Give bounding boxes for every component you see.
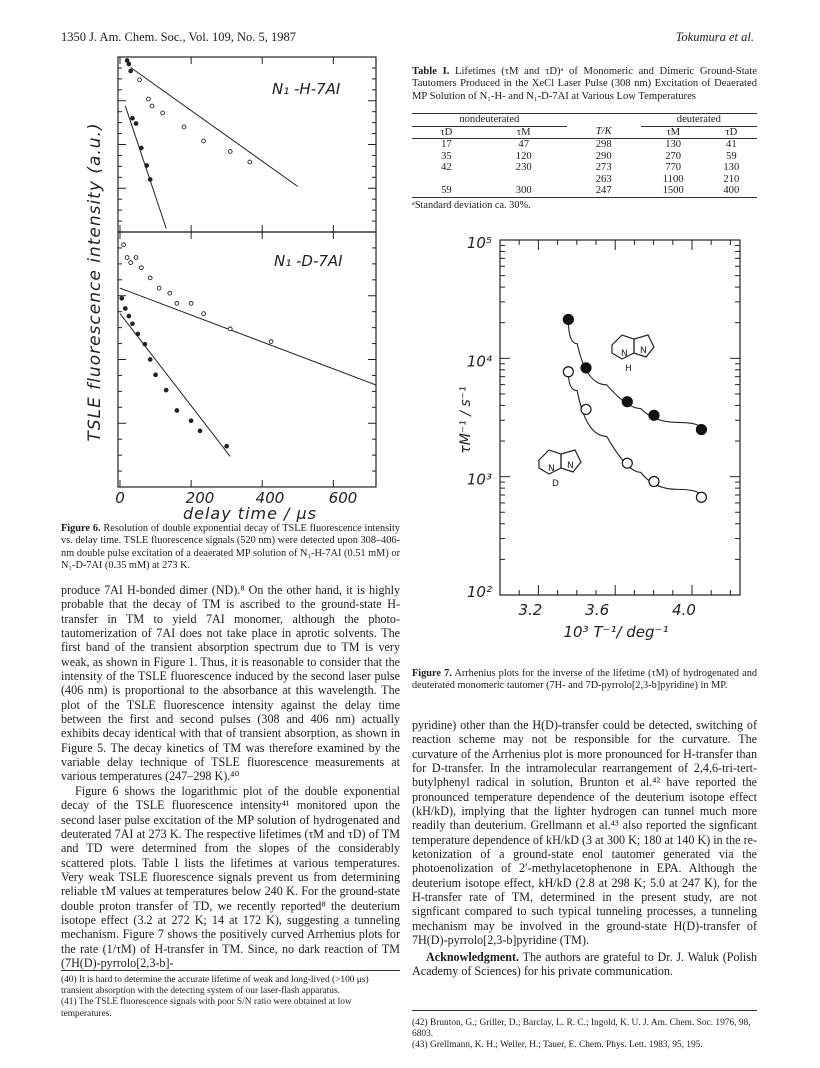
fig6-xtick-0: 0 [115, 489, 125, 507]
table-cell: 273 [595, 162, 612, 173]
table-cell: 35 [441, 150, 452, 162]
table-cell: 247 [595, 185, 612, 196]
table-cell: 210 [723, 173, 740, 185]
data-point-open [228, 150, 232, 154]
figure-6-caption-label: Figure 6. [61, 523, 101, 534]
data-point-open [125, 256, 129, 260]
data-point-open [148, 276, 152, 280]
fig6-xlabel: delay time / μs [182, 504, 318, 522]
data-point-open [134, 256, 138, 260]
svg-text:N: N [567, 461, 574, 471]
data-point-open [622, 458, 632, 468]
table-cell: 120 [515, 150, 532, 162]
data-point-open [182, 125, 186, 129]
table-row [412, 185, 757, 197]
data-point-open [150, 104, 154, 108]
data-point-filled [649, 410, 659, 420]
data-point-open [563, 367, 573, 377]
data-point-open [202, 139, 206, 143]
table-cell: 42 [441, 162, 452, 173]
data-point-open [138, 78, 142, 82]
table-cell: 300 [515, 185, 532, 196]
table-row [412, 151, 757, 163]
data-point-filled [145, 164, 149, 168]
data-point-filled [120, 296, 124, 300]
y-tick-label: 10³ [466, 470, 492, 489]
data-point-filled [189, 419, 193, 423]
svg-text:H: H [625, 364, 632, 374]
data-point-filled [131, 116, 135, 120]
table-1-title-label: Table I. [412, 66, 450, 77]
figure-6-caption [61, 523, 400, 573]
x-tick-label: 4.0 [672, 601, 696, 619]
table-1-col-header: T/K [595, 126, 612, 138]
fig6-xtick-400: 400 [255, 489, 285, 507]
left-para-1: produce 7AI H-bonded dimer (ND).⁸ On the other hand, it is highly probable that the decay of TM is ascribed to the ground-state H-transfer in TM to yield 7AI monomer, although the photo-tautomerization of 7AI does not take place in aprotic solvents. The first band of the transient absorption spectrum due to TM is very weak, as shown in Figure 1. Thus, it is reasonable to consider that the intensity of the TSLE fluorescence induced by the second laser pulse (406 nm) is proportional to the absorbance at this wavelength. The plot of the TSLE fluorescence intensity against the delay time between the first and second pulses (308 and 406 nm) actually exhibits decay identical with that of transient absorption, as shown in Figure 5. The decay kinetics of TM was therefore examined by the variable delay technique of TSLE fluorescence measurements at various temperatures (247–298 K).⁴⁰ [61, 583, 400, 784]
data-point-filled [123, 307, 127, 311]
table-cell: 290 [595, 150, 612, 162]
table-1-col-header: τM [666, 126, 680, 138]
x-tick-label: 3.2 [518, 601, 543, 619]
table-cell: 41 [726, 139, 737, 150]
data-point-filled [148, 358, 152, 362]
data-point-open [202, 312, 206, 316]
table-row [412, 162, 757, 174]
fig7-xlabel: 10³ T⁻¹/ deg⁻¹ [563, 623, 669, 641]
svg-text:D: D [552, 479, 559, 489]
table-cell: 59 [441, 185, 452, 196]
fig7-data-marks [563, 314, 706, 502]
left-column-body [61, 583, 400, 970]
data-point-filled [127, 314, 131, 318]
data-point-filled [127, 62, 131, 66]
svg-text:N: N [640, 346, 647, 356]
data-point-open [649, 477, 659, 487]
table-1-group-right: deuterated [641, 114, 757, 126]
fit-line [120, 288, 376, 385]
footnote-rule-left [61, 970, 400, 971]
acknowledgment [412, 950, 757, 979]
data-point-open [581, 404, 591, 414]
table-1-grid [412, 114, 757, 198]
figure-7-caption-text: Arrhenius plots for the inverse of the lifetime (τM) of hydrogenated and deuterated monomeric tautomer (7H- and 7D-pyrrolo[2,3-b]pyridine) in MP. [412, 668, 758, 692]
table-1-title-text: Lifetimes (τM and τD)ᵃ of Monomeric and Dimeric Ground-State Tautomers Produced in the XeCl Laser Pulse (308 nm) Excitation of Deaerated MP Solution of N₁-H- and N₁-D-7AI at Various Low Temperatures [412, 66, 757, 102]
fig7-x-tick-labels [518, 601, 695, 619]
data-point-filled [131, 322, 135, 326]
x-tick-label: 3.6 [585, 601, 610, 619]
data-point-open [175, 302, 179, 306]
data-point-filled [143, 342, 147, 346]
acknowledgment-text: The authors are grateful to Dr. J. Waluk (Polish Academy of Sciences) for his private communication. [412, 949, 757, 978]
fig7-frame [500, 240, 740, 595]
footnote-rule-right [412, 1010, 757, 1011]
table-cell: 230 [515, 162, 532, 173]
data-point-filled [198, 429, 202, 433]
table-1-col-header: τD [440, 126, 453, 138]
fig6-tick-marks [118, 57, 376, 487]
data-point-filled [164, 388, 168, 392]
table-1-title [412, 66, 757, 103]
table-cell [481, 174, 567, 186]
footnotes-left [61, 975, 400, 1020]
running-header-right: Tokumura et al. [675, 30, 754, 44]
data-point-open [189, 302, 193, 306]
table-cell: 263 [595, 173, 612, 185]
figure-7-caption-label: Figure 7. [412, 668, 452, 679]
pyrrolopyridine-h-structure-icon [612, 335, 654, 374]
data-point-open [129, 261, 133, 265]
data-point-filled [696, 425, 706, 435]
table-1-group-left: nondeuterated [412, 114, 567, 126]
footnote-43: (43) Grellmann, K. H.; Weller, H.; Tauer, E. Chem. Phys. Lett. 1983, 95, 195. [412, 1040, 703, 1051]
running-header-left: 1350 J. Am. Chem. Soc., Vol. 109, No. 5, 1987 [61, 30, 296, 44]
table-cell: 770 [665, 162, 682, 173]
data-point-open [147, 97, 151, 101]
svg-text:N: N [548, 464, 555, 474]
data-point-open [157, 286, 161, 290]
table-cell: 298 [595, 139, 612, 150]
data-point-filled [139, 146, 143, 150]
y-tick-label: 10⁵ [466, 234, 492, 252]
fig6-top-panel-label: N₁ -H-7AI [272, 80, 341, 98]
data-point-open [269, 340, 273, 344]
pyrrolopyridine-d-structure-icon [539, 450, 581, 489]
table-1-footnote: ᵃStandard deviation ca. 30%. [412, 199, 531, 211]
fig7-ylabel: τM⁻¹ / s⁻¹ [458, 386, 474, 454]
data-point-filled [175, 409, 179, 413]
table-cell: 1100 [662, 173, 684, 185]
fig7-tick-marks [500, 240, 740, 595]
data-point-open [161, 111, 165, 115]
table-cell: 400 [723, 185, 740, 196]
data-point-filled [581, 363, 591, 373]
table-row [412, 174, 757, 186]
table-cell: 130 [723, 162, 740, 173]
right-column-body [412, 718, 757, 978]
table-1 [412, 113, 757, 212]
table-1-col-header: τD [725, 126, 738, 138]
footnote-42: (42) Brunton, G.; Griller, D.; Barclay, L. R. C.; Ingold, K. U. J. Am. Chem. Soc. 1976, 98, 6803. [412, 1018, 751, 1040]
fig6-xtick-600: 600 [328, 489, 358, 507]
data-point-filled [154, 373, 158, 377]
right-para-1: pyridine) other than the H(D)-transfer could be detected, switching of reaction scheme may not be responsible for the curvature. The curvature of the Arrhenius plot is more pronounced for H-transfer than for D-transfer. In the intramolecular rearrangement of 2,4,6-tri-tert-butylphenyl radical in solution, Brunton et al.⁴² have reported the pronounced temperature dependence of the deuterium isotope effect (kH/kD), implying that the lighter hydrogen can tunnel much more readily than deuterium. Grellmann et al.⁴³ also reported the signficant temperature dependence of kH/kD (3 at 300 K; 180 at 140 K) in the re-ketonization of a ground-state enol tautomer generated via the photoenolization of 2′-methylacetophenone in EPA. Although the deuterium isotope effect, kH/kD (2.8 at 298 K; 5.0 at 247 K), for the H-transfer rate of TM, determined in the present study, are not signficant compared to such typical tunneling processes, a tunneling mechanism may be involved in the ground-state H(D)-transfer of 7H(D)-pyrrolo[2,3-b]pyridine (TM). [412, 718, 757, 948]
y-tick-label: 10² [466, 583, 492, 601]
table-cell: 130 [665, 139, 682, 150]
data-point-filled [148, 178, 152, 182]
fit-curve [568, 372, 701, 497]
footnote-41: (41) The TSLE fluorescence signals with poor S/N ratio were obtained at low temperatures. [61, 997, 352, 1019]
acknowledgment-label: Acknowledgment. [426, 949, 520, 964]
footnotes-right [412, 1018, 757, 1052]
data-point-filled [134, 122, 138, 126]
data-point-open [228, 327, 232, 331]
figure-6-plot [60, 52, 400, 522]
figure-7-caption [412, 668, 757, 693]
fig6-bottom-frame [118, 232, 376, 487]
svg-text:N: N [621, 349, 628, 359]
table-row [412, 139, 757, 151]
fig6-xtick-200: 200 [185, 489, 215, 507]
table-cell: 270 [665, 150, 682, 162]
table-cell: 47 [518, 139, 530, 150]
data-point-filled [225, 444, 229, 448]
left-para-2: Figure 6 shows the logarithmic plot of the double exponential decay of the TSLE fluorescence intensity⁴¹ monitored upon the second laser pulse excitation of the MP solution of hydrogenated and deuterated 7AI at 273 K. The respective lifetimes (τM and τD) of TM and TD were determined from the slopes of the considerably scattered plots. Table I lists the lifetimes at various temperatures. Very weak TSLE fluorescence signals prevent us from determining reliable τM values at temperatures below 240 K. For the ground-state double proton transfer of TD, we recently reported⁸ the deuterium isotope effect (3.2 at 272 K; 14 at 172 K), suggesting a tunneling mechanism. Figure 7 shows the positively curved Arrhenius plots for the rate (1/τM) of H-transfer in TM. Since, no dark reaction of TM (7H(D)-pyrrolo[2,3-b]- [61, 783, 400, 970]
data-point-open [139, 266, 143, 270]
data-point-open [122, 243, 126, 247]
data-point-filled [136, 332, 140, 336]
data-point-open [696, 492, 706, 502]
data-point-open [168, 291, 172, 295]
y-tick-label: 10⁴ [466, 352, 492, 371]
data-point-filled [622, 397, 632, 407]
data-point-filled [129, 69, 133, 73]
table-1-col-header: τM [516, 126, 531, 138]
figure-7-plot [412, 225, 757, 645]
data-point-filled [563, 314, 573, 324]
fig6-bottom-panel-label: N₁ -D-7AI [274, 252, 343, 270]
table-cell [412, 174, 481, 186]
table-cell: 59 [726, 150, 737, 162]
table-cell: 17 [441, 139, 452, 150]
fig6-ylabel: TSLE fluorescence intensity (a.u.) [85, 122, 105, 442]
table-cell: 1500 [662, 185, 684, 196]
figure-6-caption-text: Resolution of double exponential decay of TSLE fluorescence intensity vs. delay time. TSLE fluorescence signals (520 nm) were detected upon 308–406-nm double pulse excitation of a deaerated MP solution of N₁-H-7AI (0.51 mM) or N₁-D-7AI (0.35 mM) at 273 K. [61, 523, 400, 572]
footnote-40: (40) It is hard to determine the accurate lifetime of weak and long-lived (>100 μs) transient absorption with the detecting system of our laser-flash apparatus. [61, 975, 369, 997]
data-point-open [248, 160, 252, 164]
